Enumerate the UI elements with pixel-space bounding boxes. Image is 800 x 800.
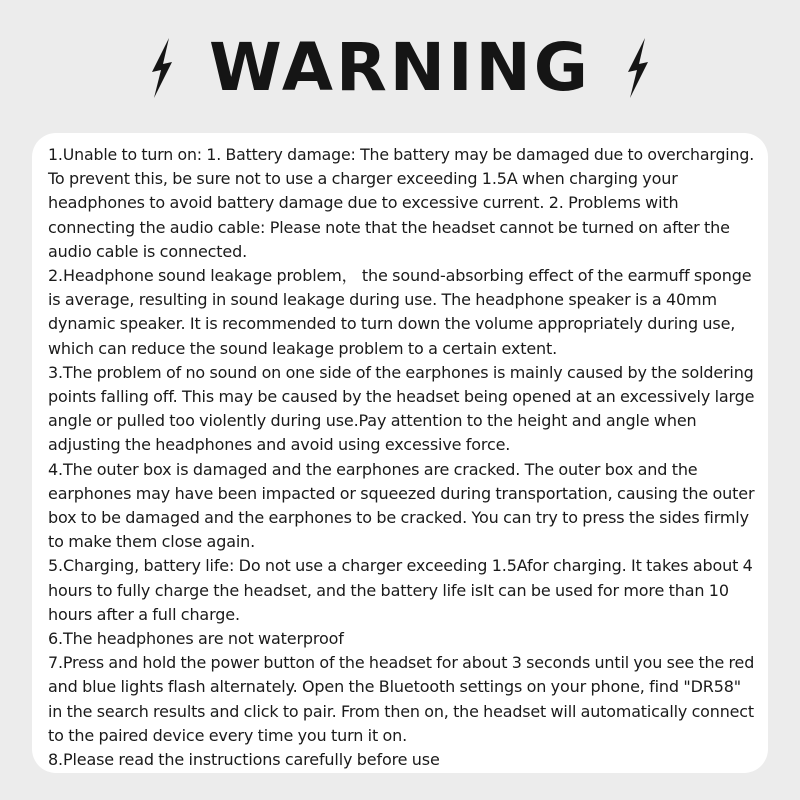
text-line: 6.The headphones are not waterproof bbox=[48, 629, 344, 649]
text-line: adjusting the headphones and avoid using excessive force. bbox=[48, 435, 511, 455]
text-line: hours to fully charge the headset, and the battery life isIt can be used for more than 10 bbox=[48, 580, 729, 600]
lightning-bolt-icon bbox=[149, 38, 175, 98]
text-line: points falling off. This may be caused by the headset being opened at an excessively large bbox=[48, 387, 755, 407]
text-line: 1.Unable to turn on: 1. Battery damage: The battery may be damaged due to overcharging. bbox=[48, 145, 755, 164]
text-line: earphones may have been impacted or squeezed during transportation, causing the outer bbox=[48, 483, 755, 503]
text-line: To prevent this, be sure not to use a charger exceeding 1.5A when charging your bbox=[48, 169, 678, 189]
instructions-card bbox=[32, 133, 768, 773]
text-line: audio cable is connected. bbox=[48, 241, 248, 261]
text-line: 3.The problem of no sound on one side of the earphones is mainly caused by the soldering bbox=[48, 362, 754, 382]
text-line: 4.The outer box is damaged and the earphones are cracked. The outer box and the bbox=[48, 459, 698, 479]
warning-header bbox=[0, 28, 800, 108]
text-line: is average, resulting in sound leakage during use. The headphone speaker is a 40mm bbox=[48, 290, 717, 310]
lightning-bolt-icon bbox=[625, 38, 651, 98]
text-line: angle or pulled too violently during use.Pay attention to the height and angle when bbox=[48, 411, 697, 431]
text-line: hours after a full charge. bbox=[48, 604, 240, 624]
text-line: in the search results and click to pair. From then on, the headset will automatically connect bbox=[48, 701, 754, 721]
text-line: 5.Charging, battery life: Do not use a charger exceeding 1.5Afor charging. It takes about 4 bbox=[48, 556, 753, 576]
text-line: connecting the audio cable: Please note that the headset cannot be turned on after the bbox=[48, 217, 730, 237]
text-line: 8.Please read the instructions carefully before use bbox=[48, 750, 440, 770]
text-line: to make them close again. bbox=[48, 532, 256, 552]
text-line: dynamic speaker. It is recommended to turn down the volume appropriately during use, bbox=[48, 314, 736, 334]
text-line: headphones to avoid battery damage due to excessive current. 2. Problems with bbox=[48, 193, 679, 213]
text-line: which can reduce the sound leakage problem to a certain extent. bbox=[48, 338, 558, 358]
text-line: box to be damaged and the earphones to be cracked. You can try to press the sides firmly bbox=[48, 508, 749, 528]
text-line: 2.Headphone sound leakage problem， the sound-absorbing effect of the earmuff sponge bbox=[48, 266, 752, 286]
text-line: and blue lights flash alternately. Open the Bluetooth settings on your phone, find "DR58" bbox=[48, 677, 741, 697]
text-line: to the paired device every time you turn it on. bbox=[48, 725, 408, 745]
text-line: 7.Press and hold the power button of the headset for about 3 seconds until you see the red bbox=[48, 653, 755, 673]
warning-title: WARNING bbox=[209, 29, 591, 106]
